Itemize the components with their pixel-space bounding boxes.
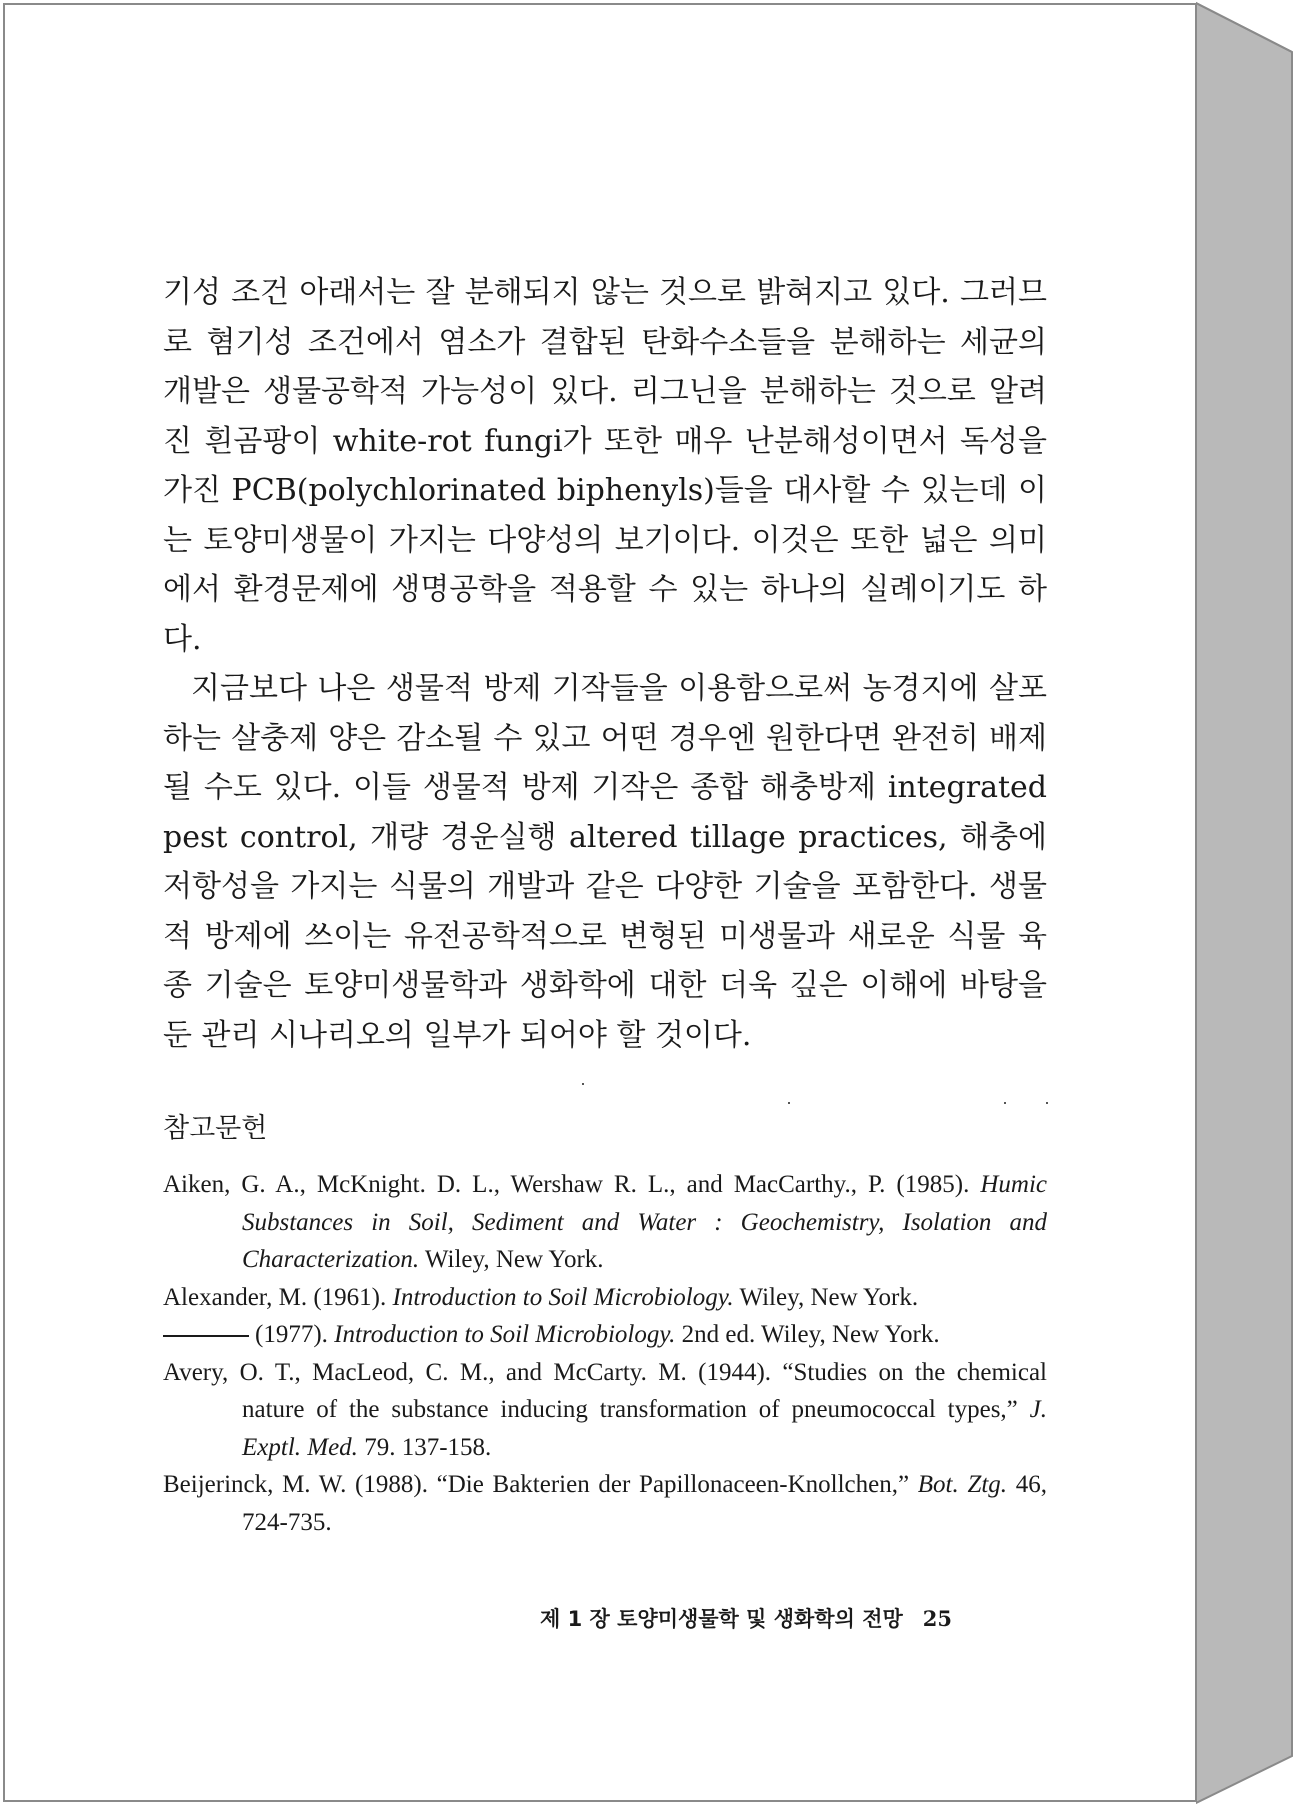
reference-item <box>163 1316 1047 1354</box>
reference-authors: Avery, O. T., MacLeod, C. M., and McCarty. M. (1944). “Studies on the chemical nature of the substance inducing transformation of pneumococcal types,” <box>163 1358 1047 1423</box>
reference-title: Humic Substances in Soil, Sediment and Water : Geochemistry, Isolation and Characterization. <box>242 1171 1048 1273</box>
body-text <box>163 268 1047 1060</box>
paragraph-1: 기성 조건 아래서는 잘 분해되지 않는 것으로 밝혀지고 있다. 그러므로 혐기성 조건에서 염소가 결합된 탄화수소들을 분해하는 세균의 개발은 생물공학적 가능성이 있다. 리그닌을 분해하는 것으로 알려진 흰곰팡이 white-rot fungi가 또한 매우 난분해성이면서 독성을 가진 PCB(polychlorinated biphenyls)들을 대사할 수 있는데 이는 토양미생물이 가지는 다양성의 보기이다. 이것은 또한 넓은 의미에서 환경문제에 생명공학을 적용할 수 있는 하나의 실례이기도 하다. <box>163 275 1047 657</box>
page-number: 25 <box>922 1606 953 1631</box>
scan-speck <box>1004 1102 1006 1104</box>
reference-title: Introduction to Soil Microbiology. <box>392 1283 734 1311</box>
reference-item <box>163 1354 1047 1467</box>
same-author-dash <box>163 1335 249 1337</box>
reference-item <box>163 1166 1047 1279</box>
reference-title: Introduction to Soil Microbiology. <box>334 1321 676 1348</box>
references-heading: 참고문헌 <box>163 1113 268 1144</box>
reference-item <box>163 1279 1047 1317</box>
running-footer <box>540 1603 1020 1633</box>
reference-list <box>163 1166 1047 1541</box>
reference-journal: Bot. Ztg. <box>917 1471 1008 1498</box>
paragraph-2: 지금보다 나은 생물적 방제 기작들을 이용함으로써 농경지에 살포하는 살충제 양은 감소될 수 있고 어떤 경우엔 원한다면 완전히 배제될 수도 있다. 이들 생물적 방제 기작은 종합 해충방제 integrated pest control, 개량 경운실행 altered tillage practices, 해충에 저항성을 가지는 식물의 개발과 같은 다양한 기술을 포함한다. 생물적 방제에 쓰이는 유전공학적으로 변형된 미생물과 새로운 식물 육종 기술은 토양미생물학과 생화학에 대한 더욱 깊은 이해에 바탕을 둔 관리 시나리오의 일부가 되어야 할 것이다. <box>163 671 1047 1053</box>
scan-speck <box>788 1102 790 1104</box>
reference-publisher: Wiley, New York. <box>739 1283 919 1311</box>
reference-journal: J. Exptl. Med. <box>242 1396 1048 1461</box>
reference-authors: Beijerinck, M. W. (1988). “Die Bakterien der Papillonaceen-Knollchen,” <box>163 1471 910 1498</box>
chapter-title: 제 1 장 토양미생물학 및 생화학의 전망 <box>540 1607 903 1631</box>
reference-authors: Aiken, G. A., McKnight. D. L., Wershaw R. L., and MacCarthy., P. (1985). <box>163 1171 970 1198</box>
reference-authors: Alexander, M. (1961). <box>163 1283 387 1311</box>
reference-publisher: Wiley, New York. <box>424 1246 604 1273</box>
scan-speck <box>582 1083 584 1085</box>
reference-authors: (1977). <box>255 1321 328 1348</box>
book-page-stack <box>1196 0 1298 1806</box>
reference-item <box>163 1466 1047 1541</box>
reference-publisher: 2nd ed. Wiley, New York. <box>681 1321 940 1348</box>
scan-speck <box>1046 1102 1048 1104</box>
reference-pages: 79. 137-158. <box>364 1433 492 1461</box>
reference-pages: 46, 724-735. <box>242 1471 1047 1536</box>
